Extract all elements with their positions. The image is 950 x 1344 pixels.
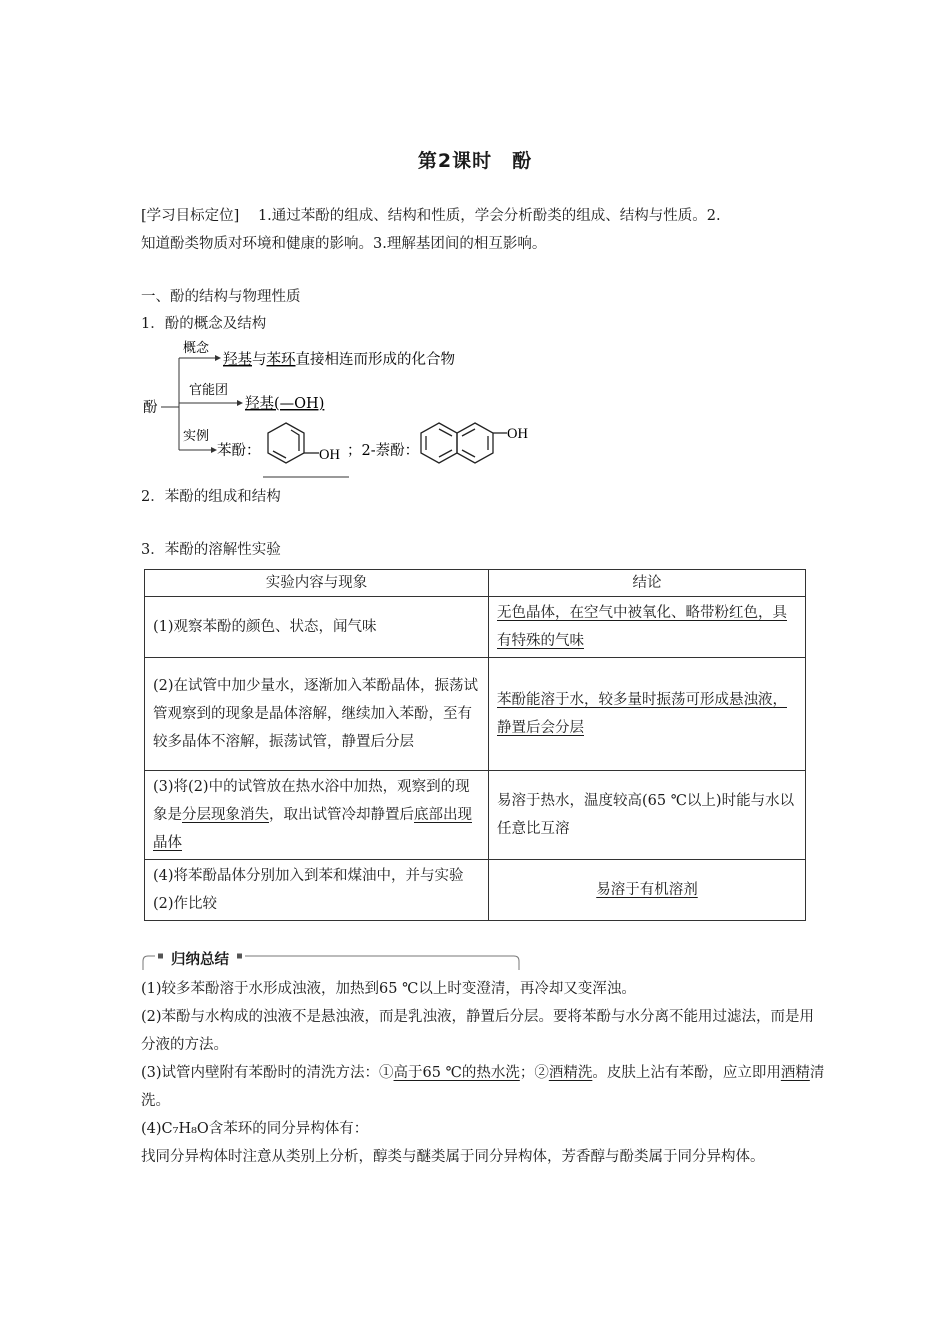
example-phenol-label: 苯酚： [217, 443, 261, 459]
summary-body [141, 975, 826, 1171]
conclusion-text: 苯酚能溶于水，较多量时振荡可形成悬浊液，静置后会分层 [497, 692, 787, 736]
content-underlined: 分层现象消失 [182, 807, 269, 823]
objectives-text-1: 1.通过苯酚的组成、结构和性质，学会分析酚类的组成、结构与性质。2. [257, 208, 721, 224]
example-naphthol-label: ；2-萘酚： [347, 443, 420, 459]
summary-p5: 找同分异构体时注意从类别上分析，醇类与醚类属于同分异构体，芳香醇与酚类属于同分异构体。 [141, 1149, 765, 1165]
learning-objectives [141, 202, 821, 258]
conclusion-text: 无色晶体，在空气中被氧化、略带粉红色，具有特殊的气味 [497, 605, 787, 649]
summary-p4: (4)C₇H₈O含苯环的同分异构体有： [141, 1121, 369, 1137]
p3-underlined: 酒精洗 [548, 1065, 593, 1081]
p3-text: 清洗。 [141, 1065, 825, 1109]
table-row [145, 771, 806, 860]
subsection-3: 3．苯酚的溶解性实验 [141, 542, 281, 558]
phenol-structure-icon [268, 423, 319, 463]
branch-example-label: 实例 [183, 429, 210, 444]
table-header-content: 实验内容与现象 [145, 570, 489, 597]
table-cell-conclusion [489, 658, 806, 771]
summary-p2: (2)苯酚与水构成的浊液不是悬浊液，而是乳浊液，静置后分层。要将苯酚与水分离不能用过滤法，而是用分液的方法。 [141, 1009, 815, 1053]
subsection-1: 1．酚的概念及结构 [141, 316, 267, 332]
table-row [145, 658, 806, 771]
p3-underlined: 酒精 [780, 1065, 810, 1081]
content-text: (3)将(2)中的试管放在热水浴中加热，观察到的现象是 [153, 779, 470, 823]
functional-group-text: 羟基(—OH) [245, 396, 325, 412]
concept-and: 与 [252, 352, 267, 368]
branch-concept-label: 概念 [183, 341, 210, 356]
concept-text [223, 350, 455, 368]
p3-text: (3)试管内壁附有苯酚时的清洗方法：① [141, 1065, 394, 1081]
table-header-conclusion: 结论 [489, 570, 806, 597]
content-text: ，取出试管冷却静置后 [269, 807, 414, 823]
summary-heading: 归纳总结 [168, 950, 232, 970]
table-cell-content [145, 771, 489, 860]
summary-p3 [141, 1059, 826, 1115]
objectives-label: [学习目标定位] [141, 208, 240, 224]
branch-group-label: 官能团 [189, 383, 229, 398]
table-cell-conclusion [489, 860, 806, 921]
objectives-text-2: 知道酚类物质对环境和健康的影响。3.理解基团间的相互影响。 [141, 236, 547, 252]
table-cell-content: (2)在试管中加少量水，逐渐加入苯酚晶体，振荡试管观察到的现象是晶体溶解，继续加入苯酚，至有较多晶体不溶解，振荡试管，静置后分层 [145, 658, 489, 771]
diagram-root: 酚 [143, 400, 158, 416]
subsection-2: 2．苯酚的组成和结构 [141, 489, 281, 505]
conclusion-text: 易溶于有机溶剂 [596, 882, 698, 898]
naphthol-structure-icon [421, 423, 507, 463]
content-underlined: 底部出现晶体 [153, 807, 472, 851]
page-title: 第2课时 酚 [417, 150, 533, 172]
phenol-oh: OH [319, 447, 340, 463]
table-cell-content: (1)观察苯酚的颜色、状态，闻气味 [145, 597, 489, 658]
table-cell-content: (4)将苯酚晶体分别加入到苯和煤油中，并与实验(2)作比较 [145, 860, 489, 921]
solubility-experiment-table [144, 569, 806, 921]
table-header-row [145, 570, 806, 597]
table-row [145, 597, 806, 658]
p3-text: 。皮肤上沾有苯酚，应立即用 [592, 1065, 781, 1081]
concept-benzene-ring: 苯环 [266, 352, 296, 368]
table-row [145, 860, 806, 921]
table-cell-conclusion [489, 597, 806, 658]
naphthol-oh: OH [507, 426, 528, 442]
section-heading: 一、酚的结构与物理性质 [141, 289, 301, 305]
phenol-concept-diagram [141, 340, 561, 489]
concept-rest: 直接相连而形成的化合物 [295, 352, 455, 368]
concept-hydroxyl: 羟基 [223, 352, 252, 368]
p3-text: ；② [519, 1065, 549, 1081]
table-cell-conclusion: 易溶于热水，温度较高(65 ℃以上)时能与水以任意比互溶 [489, 771, 806, 860]
p3-underlined: 高于65 ℃的热水洗 [393, 1065, 520, 1081]
summary-p1: (1)较多苯酚溶于水形成浊液，加热到65 ℃以上时变澄清，再冷却又变浑浊。 [141, 981, 636, 997]
